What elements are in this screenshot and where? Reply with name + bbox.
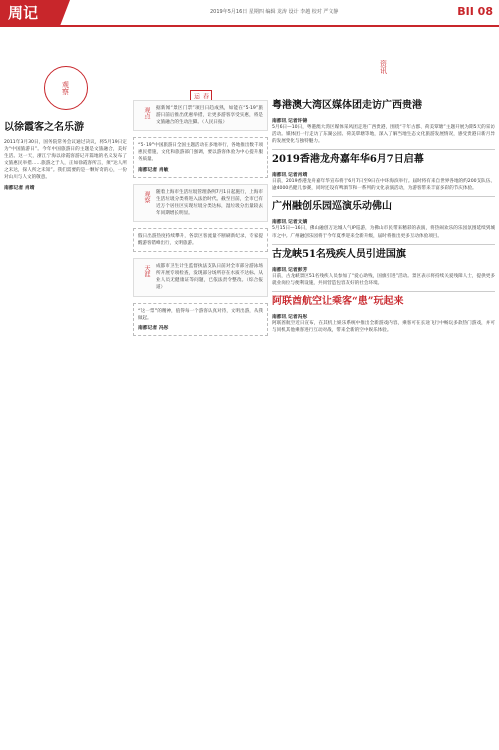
comment-text: 随着上海市生活垃圾管理条例7月1日起施行，上海市生活垃圾分类将进入法治时代。截至目前，全市已有近万个居住区实现垃圾分类达标，湿垃圾分出量较去年同期增长明显。 bbox=[156, 189, 263, 216]
divider bbox=[272, 244, 495, 245]
quote-byline: 南都记者 冯彤 bbox=[138, 325, 169, 331]
news-body: 5月15日—16日，佛山融创万达城人气IP巡游，为佛山市民带来精彩的表演，将热闹欢乐的乐园氛围延续到城市之中。广州融创乐园将于今年夏季迎来全新升级，届时将推出更多互动体验项目。 bbox=[272, 226, 495, 239]
column-news bbox=[272, 30, 495, 334]
news-byline: 南都讯 记者彭芳 bbox=[272, 267, 308, 273]
comment-mark: 观察 bbox=[143, 190, 150, 203]
page-number: BII 08 bbox=[457, 5, 493, 18]
quote-box bbox=[133, 303, 268, 336]
comment-mark: 天涯 bbox=[143, 265, 150, 278]
news-body: 5月6日—10日，粤港澳大湾区媒体采风团走进广西贵港，围绕“千年古郡、荷美覃塘”主题开展为期5天的采访活动。媒体团一行走访了东湖公园、荷美覃塘等地，深入了解当地生态文化旅游发展情况，感受贵港日新月异的发展变化与独特魅力。 bbox=[272, 125, 495, 145]
quote-byline: 南都记者 肖敏 bbox=[138, 167, 169, 173]
news-title[interactable]: 2019香港龙舟嘉年华6月7日启幕 bbox=[272, 154, 424, 166]
comment-box bbox=[133, 184, 268, 222]
news-title[interactable]: 古龙峡51名残疾人员引进国旗 bbox=[272, 248, 406, 260]
article-byline: 南都记者 肖靖 bbox=[4, 185, 35, 191]
quote-text: “5·19”中国旅游日全国主题活动在多地举行，各地推出数千项惠民措施，文化和旅游部门强调，要以游客体验为中心提升服务质量。 bbox=[138, 143, 263, 163]
column-label: 春运 bbox=[190, 90, 212, 102]
news-byline: 南都讯 记者冯彤 bbox=[272, 314, 308, 320]
column-commentary bbox=[133, 30, 268, 342]
news-title[interactable]: 广州融创乐园巡演乐动佛山 bbox=[272, 201, 392, 213]
article-body: 2011年3月30日，国务院常务会议通过决议，将5月19日定为“中国旅游日”。今年中国旅游日的主题是文旅融合，美好生活。这一天，浙江宁海以徐霞客游记开篇地的名义发布了文旅惠民举措……旅游之于人，正如徐霞客所言，须“达人所之未达，探人所之未知”。我们需要的是一颗好奇的心，一份对山川与人文的敬意。 bbox=[4, 140, 127, 181]
quote-box bbox=[133, 228, 268, 252]
divider bbox=[272, 196, 495, 197]
header-meta: 2019年5月16日 星期四 编辑 龙涛 设计 李越 校对 严文静 bbox=[210, 9, 339, 15]
page-header bbox=[0, 0, 499, 26]
comment-text: 据新闻“景区门票”项目日趋成熟，如能在“5·19”旅游日前后推出优惠举措，让更多游客享受实惠，将是文旅融合的生动注脚。（人民日报） bbox=[156, 106, 263, 126]
comment-mark: 观点 bbox=[143, 107, 150, 119]
news-body: 阿联酋航空近日宣布，在其机上娱乐系统中推出全新游戏内容，乘客可在长途飞行中畅玩多款热门游戏，并可与同机其他乘客进行互动对战，带来全新的空中娱乐体验。 bbox=[272, 320, 495, 333]
news-byline: 南都讯 记者许锦 bbox=[272, 119, 308, 124]
news-body: 日前，古龙峡景区51名残疾人员参加了“爱心助残，国旗引进”活动。景区表示将持续关爱残障人士，提供更多就业岗位与便利设施，共同营造包容友好的社会环境。 bbox=[272, 273, 495, 286]
column-observe bbox=[4, 30, 127, 191]
quote-text: 假日出游热度持续攀升，各景区客流量不断刷新纪录，专家提醒游客错峰出行，文明旅游。 bbox=[138, 233, 263, 247]
column-label-observe: 观察 bbox=[44, 66, 88, 110]
divider bbox=[272, 291, 495, 292]
comment-box bbox=[133, 258, 268, 296]
news-byline: 南都讯 记者文婧 bbox=[272, 220, 308, 226]
news-title[interactable]: 阿联酋航空让乘客“患”玩起来 bbox=[272, 295, 404, 307]
article-title[interactable]: 以徐霞客之名乐游 bbox=[4, 122, 84, 133]
header-rule bbox=[0, 25, 499, 27]
quote-box bbox=[133, 137, 268, 177]
comment-text: 成都市卫生计生监督执法支队日前对全市部分游泳场所开展专项检查，发现部分场所存在水质不达标、从业人员无健康证等问题，已依法责令整改。（综合报道） bbox=[156, 264, 263, 291]
comment-box bbox=[133, 100, 268, 131]
news-title[interactable]: 粤港澳大湾区媒体团走访广西贵港 bbox=[272, 100, 422, 111]
section-tag: 周记 bbox=[0, 0, 60, 26]
divider bbox=[272, 149, 495, 150]
news-byline: 南都讯 记者肖靖 bbox=[272, 173, 308, 179]
quote-text: “这一票”的精神，值得每一个游客认真对待，文明出游，从我做起。 bbox=[138, 308, 263, 321]
column-label: 资讯 bbox=[379, 60, 388, 74]
news-body: 日前，2019香港龙舟嘉年华宣布将于6月7日至9日在中环海滨举行。届时将有来自世界各地的约200支队伍、逾4000名健儿参赛，同时还设有啤酒节和一系列的文化表演活动，为游客带来丰富多彩的节庆体验。 bbox=[272, 179, 495, 192]
